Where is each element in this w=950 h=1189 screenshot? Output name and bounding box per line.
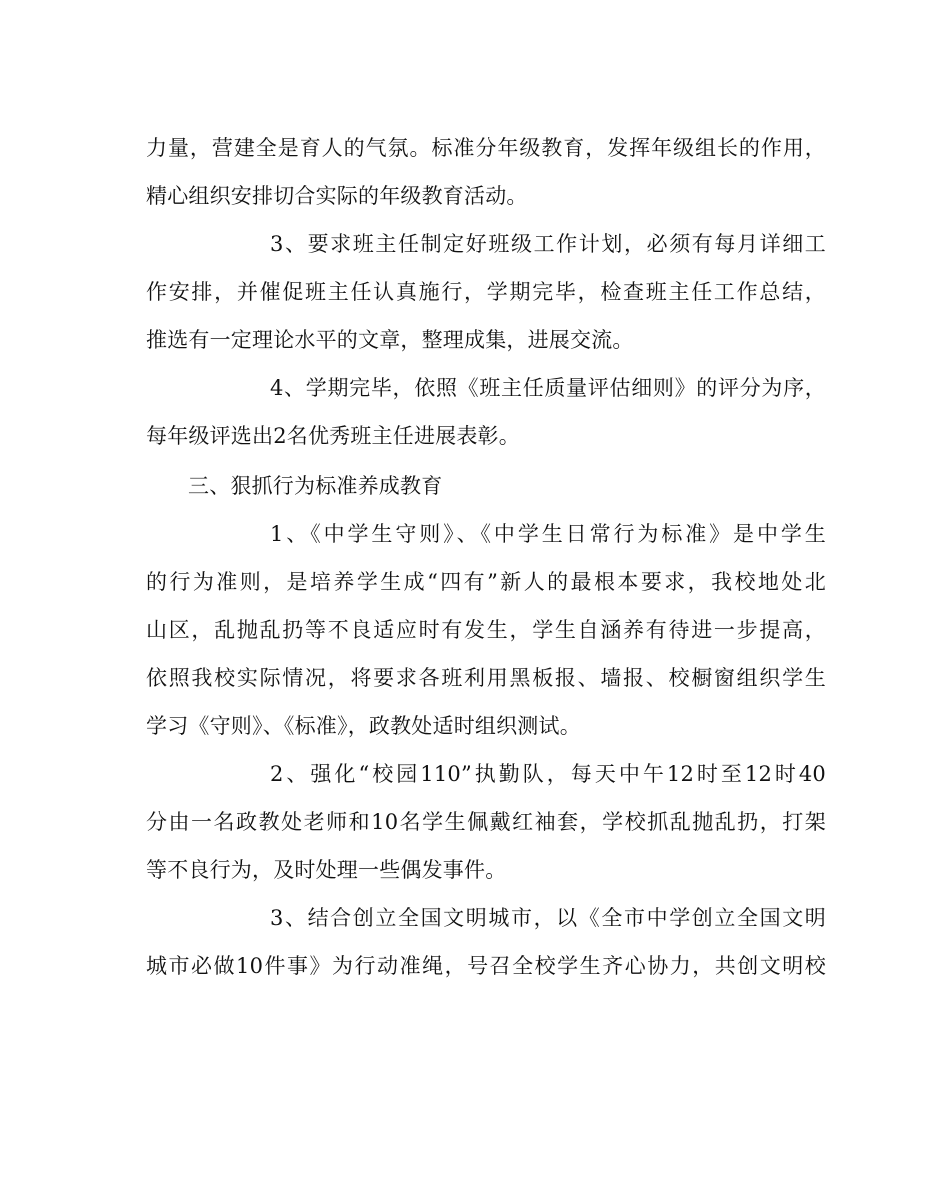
paragraph-line: 作安排，并催促班主任认真施行，学期完毕，检查班主任工作总结， xyxy=(146,280,826,304)
paragraph-line: 精心组织安排切合实际的年级教育活动。 xyxy=(146,184,528,208)
paragraph-line: 的行为准则，是培养学生成“四有”新人的最根本要求，我校地处北 xyxy=(146,570,826,594)
paragraph-line: 2、强化“校园110”执勤队，每天中午12时至12时40 xyxy=(270,762,826,786)
section-heading: 三、狠抓行为标准养成教育 xyxy=(188,474,443,498)
paragraph-line: 等不良行为，及时处理一些偶发事件。 xyxy=(146,858,507,882)
paragraph-line: 3、要求班主任制定好班级工作计划，必须有每月详细工 xyxy=(270,232,826,256)
paragraph-line: 4、学期完毕，依照《班主任质量评估细则》的评分为序， xyxy=(270,376,826,400)
paragraph-line: 力量，营建全是育人的气氛。标准分年级教育，发挥年级组长的作用， xyxy=(146,136,826,160)
paragraph-line: 推选有一定理论水平的文章，整理成集，进展交流。 xyxy=(146,328,634,352)
paragraph-line: 山区，乱抛乱扔等不良适应时有发生，学生自涵养有待进一步提高， xyxy=(146,618,826,642)
paragraph-line: 3、结合创立全国文明城市，以《全市中学创立全国文明 xyxy=(270,906,826,930)
paragraph-line: 城市必做10件事》为行动准绳，号召全校学生齐心协力，共创文明校 xyxy=(146,954,826,978)
paragraph-line: 分由一名政教处老师和10名学生佩戴红袖套，学校抓乱抛乱扔，打架 xyxy=(146,810,826,834)
paragraph-line: 学习《守则》、《标准》，政教处适时组织测试。 xyxy=(146,714,581,738)
paragraph-line: 依照我校实际情况，将要求各班利用黑板报、墙报、校橱窗组织学生 xyxy=(146,666,826,690)
paragraph-line: 1、《中学生守则》、《中学生日常行为标准》是中学生 xyxy=(270,522,826,546)
paragraph-line: 每年级评选出2名优秀班主任进展表彰。 xyxy=(146,424,520,448)
